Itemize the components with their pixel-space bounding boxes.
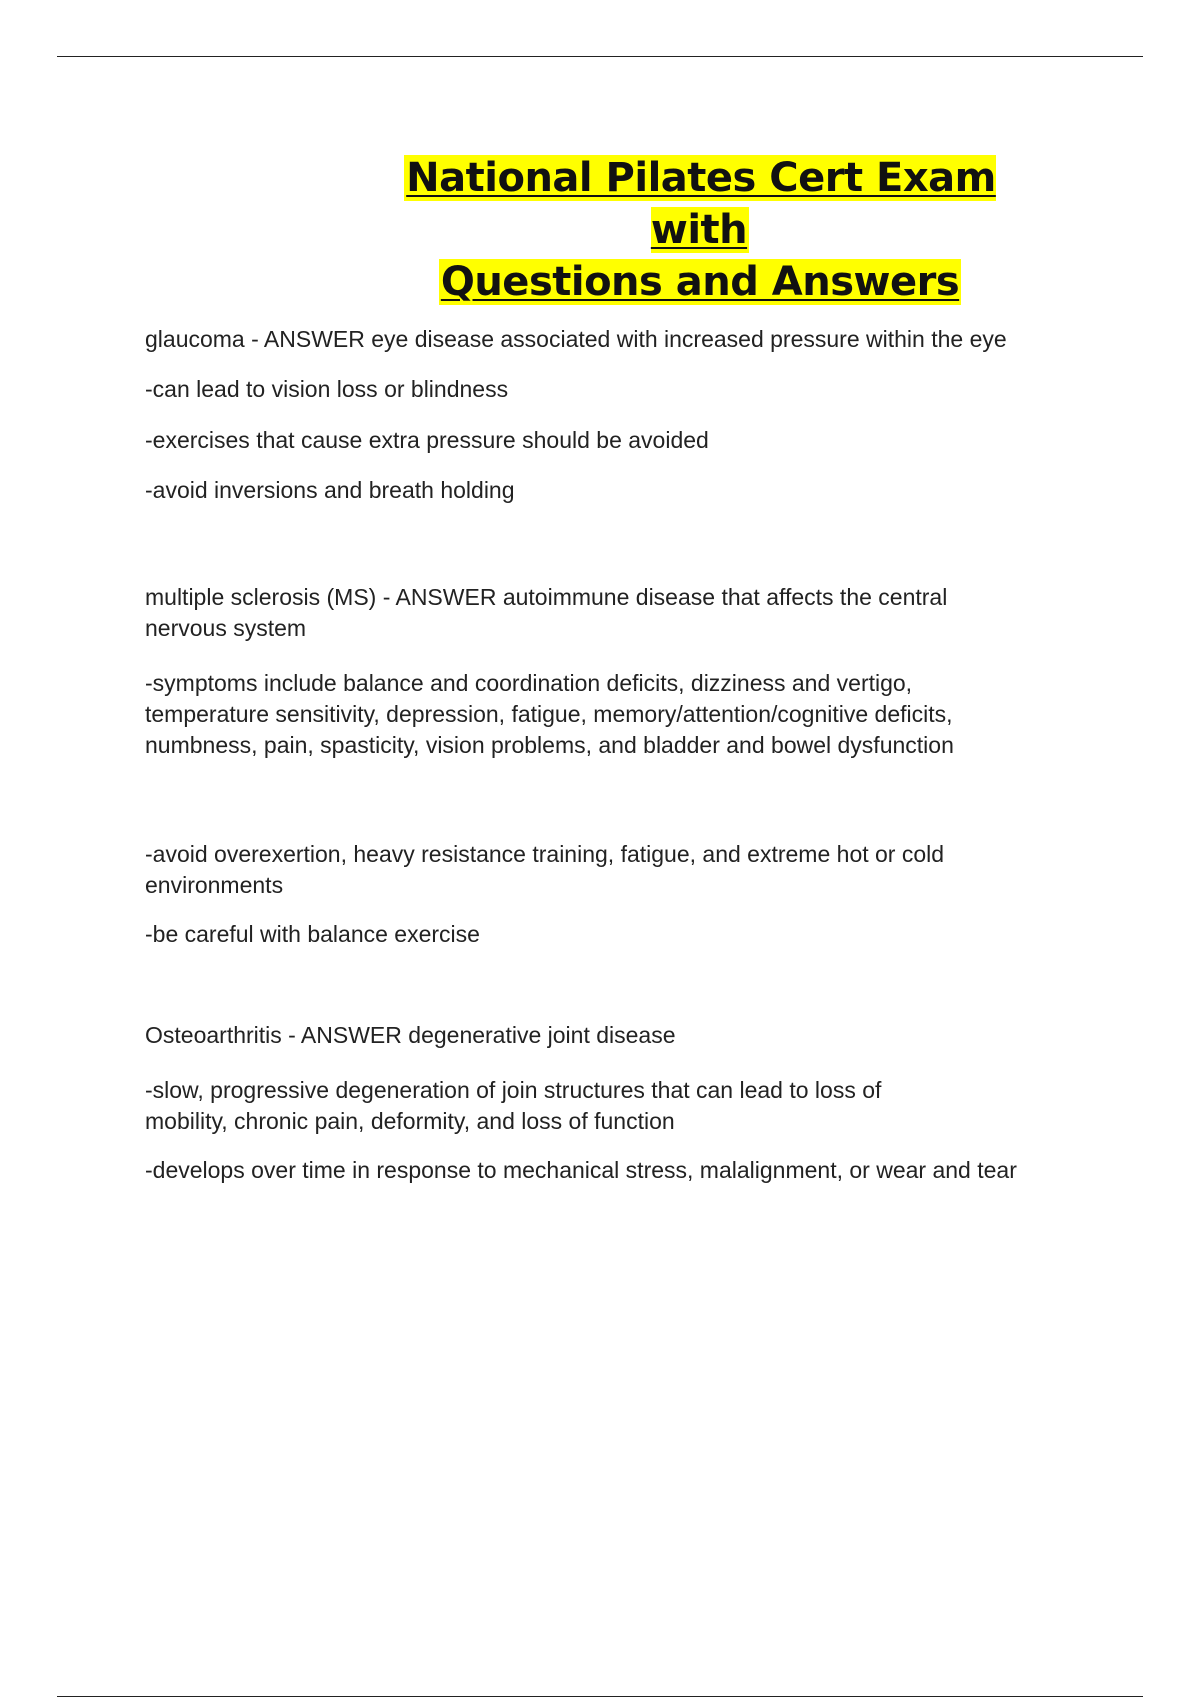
glaucoma-point-3: -avoid inversions and breath holding xyxy=(145,477,515,503)
glaucoma-point-1: -can lead to vision loss or blindness xyxy=(145,376,509,402)
top-rule xyxy=(57,56,1143,57)
ms-point-2: -avoid overexertion, heavy resistance training, fatigue, and extreme hot or cold environments xyxy=(145,841,945,898)
osteoarthritis-point-2: -develops over time in response to mechanical stress, malalignment, or wear and tear xyxy=(145,1157,1017,1183)
glaucoma-point-2: -exercises that cause extra pressure should be avoided xyxy=(145,427,709,453)
document-title xyxy=(380,152,1020,308)
ms-point-3: -be careful with balance exercise xyxy=(145,921,480,947)
title-line-1: National Pilates Cert Exam with xyxy=(406,155,996,253)
osteoarthritis-point-1: -slow, progressive degeneration of join structures that can lead to loss of mobility, chronic pain, deformity, and loss of function xyxy=(145,1077,882,1134)
bottom-rule xyxy=(57,1696,1143,1697)
entry-osteoarthritis: Osteoarthritis - ANSWER degenerative joint disease xyxy=(145,1022,676,1048)
entry-glaucoma: glaucoma - ANSWER eye disease associated with increased pressure within the eye xyxy=(145,326,1007,352)
title-line-2: Questions and Answers xyxy=(440,259,960,305)
ms-point-1: -symptoms include balance and coordination deficits, dizziness and vertigo, temperature sensitivity, depression, fatigue, memory/attention/cognitive deficits, numbness, pain, spasticity, vision problems, and bladder and bowel dysfunction xyxy=(145,670,954,758)
entry-multiple-sclerosis: multiple sclerosis (MS) - ANSWER autoimmune disease that affects the central nervous system xyxy=(145,584,948,641)
